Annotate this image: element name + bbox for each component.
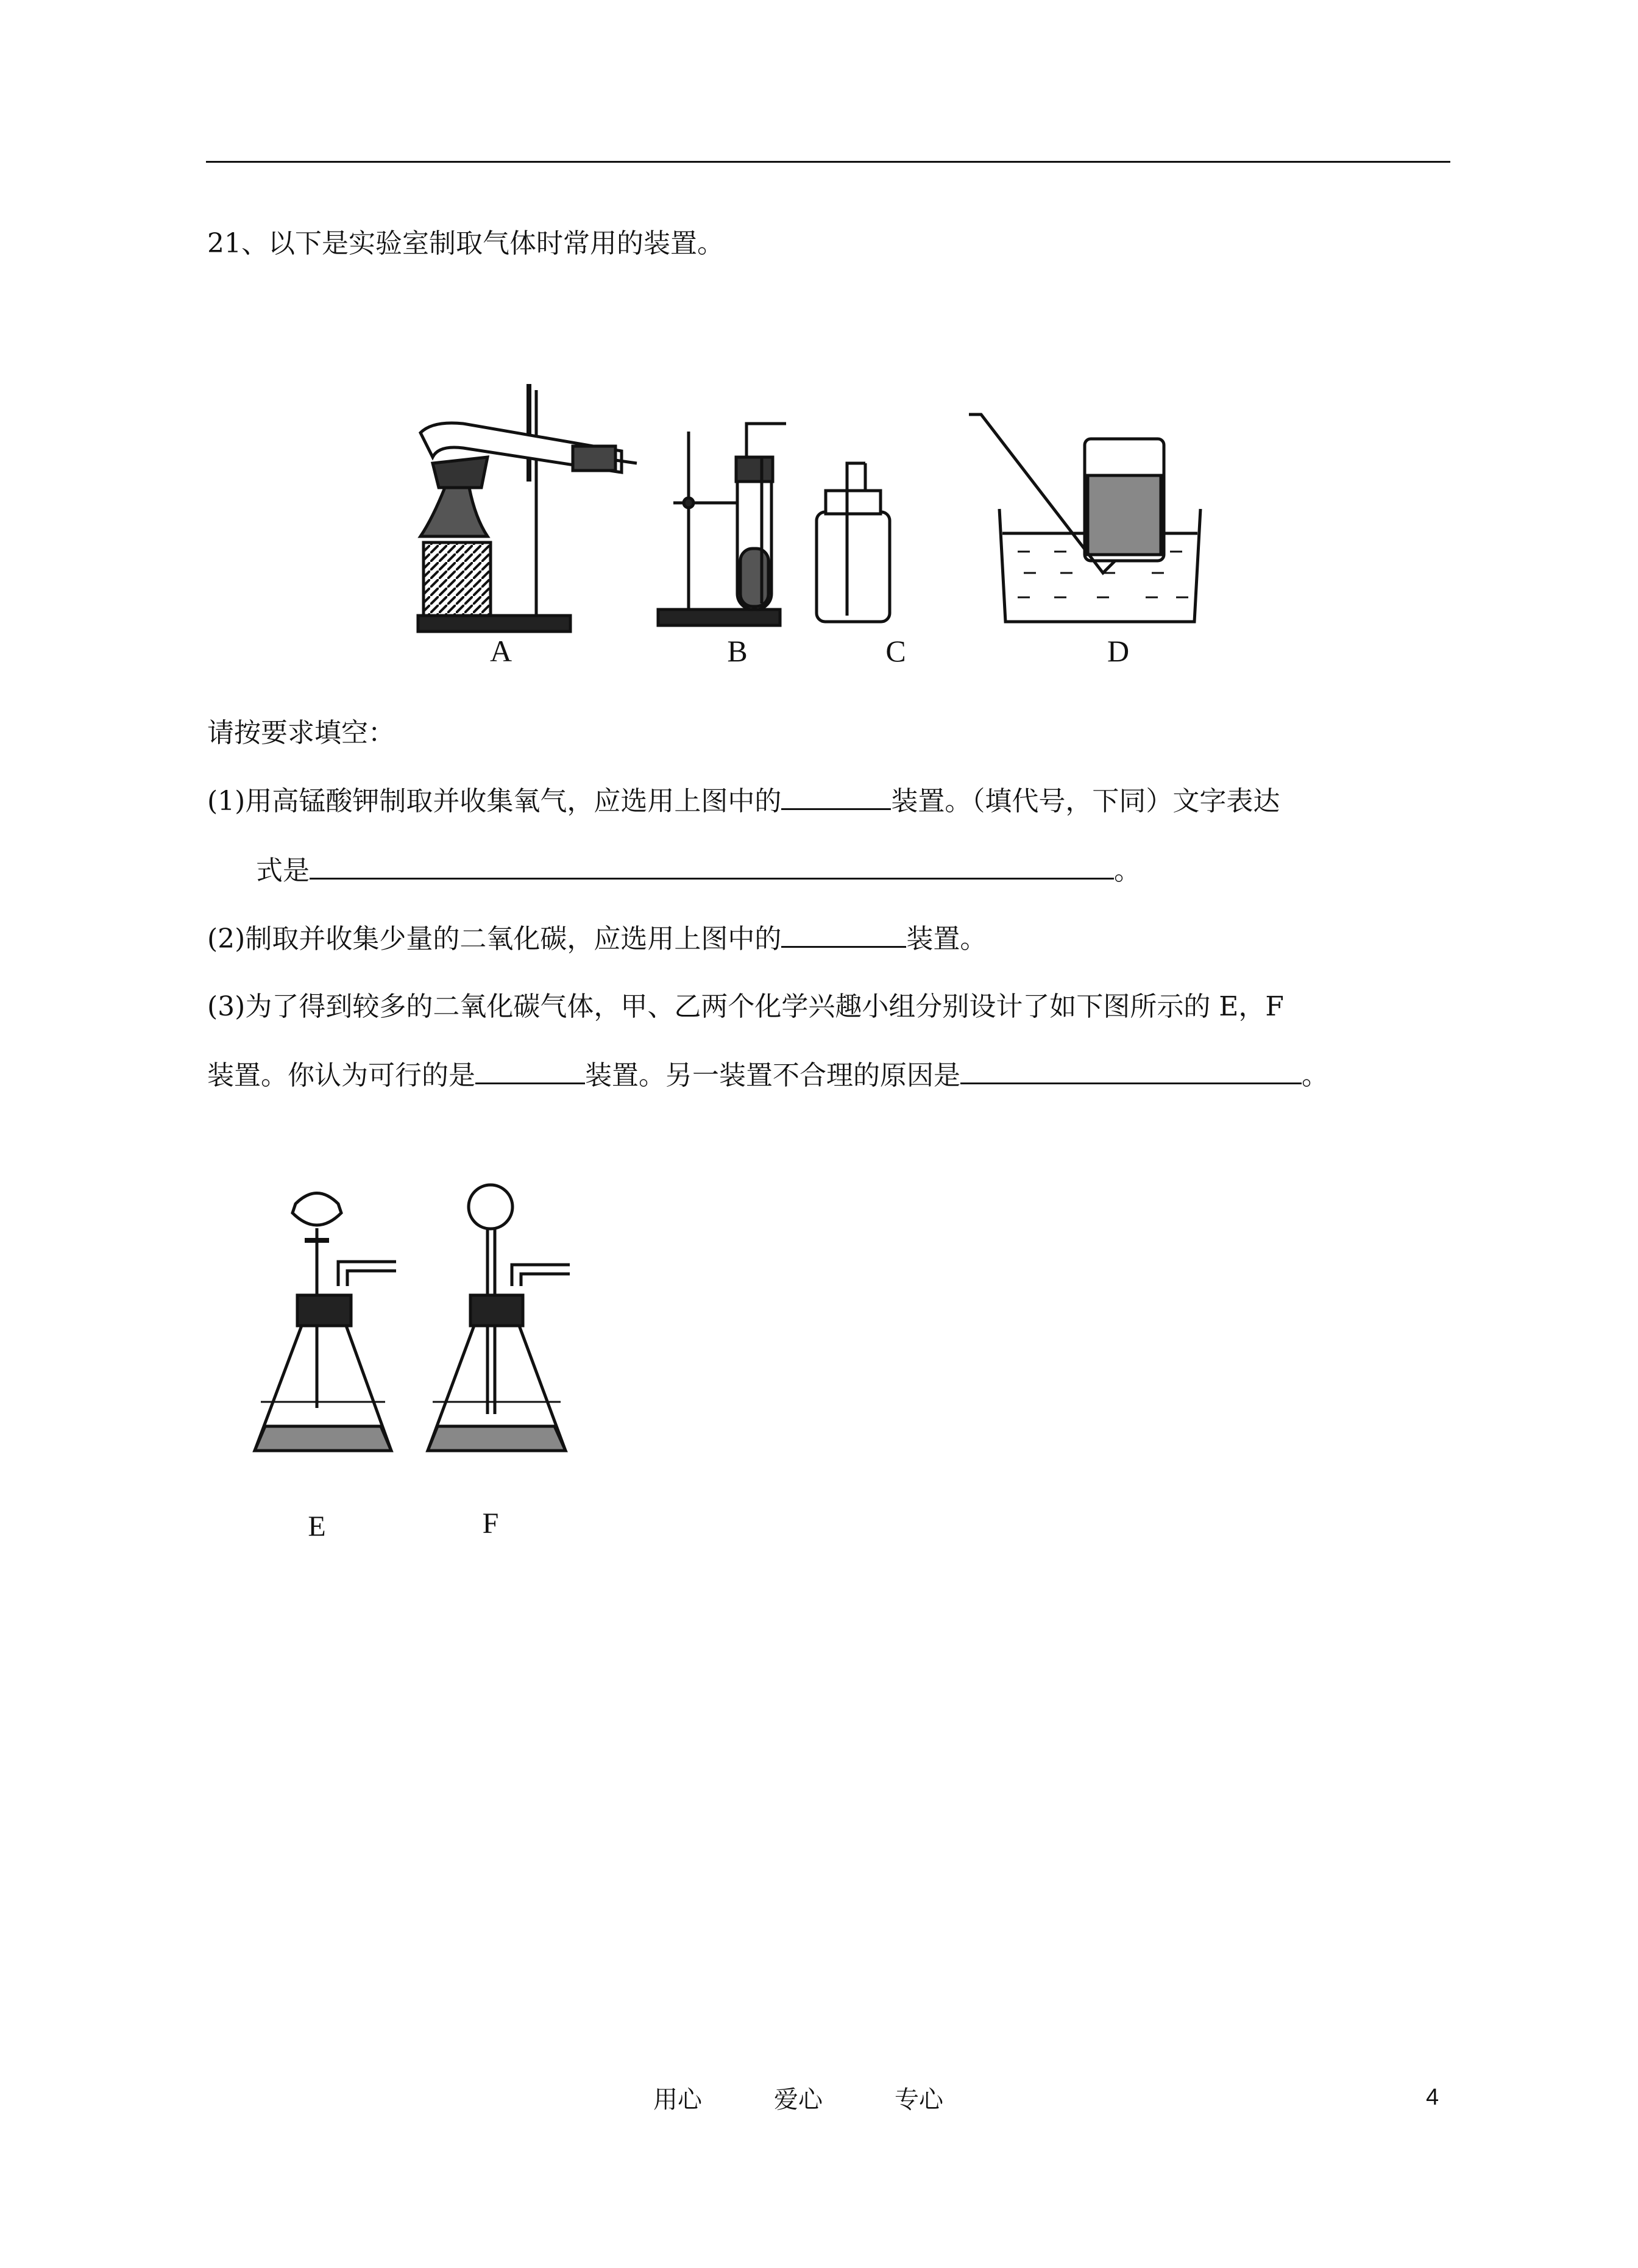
label-d: D: [1107, 634, 1130, 668]
label-c: C: [885, 634, 906, 668]
q3-line1: (3)为了得到较多的二氧化碳气体，甲、乙两个化学兴趣小组分别设计了如下图所示的 E，F: [207, 991, 1284, 1022]
q2-blank-device[interactable]: [781, 922, 906, 948]
apparatus-e: [255, 1193, 396, 1451]
q3-text-a: 装置。你认为可行的是: [207, 1060, 475, 1091]
q1-end: 。: [1114, 855, 1141, 886]
q3-line2: [207, 1058, 1328, 1093]
q1-line2: [256, 853, 1141, 888]
apparatus-f: [428, 1185, 570, 1451]
q1-text-c: 式是: [256, 855, 310, 886]
footer-text-a: 用心: [653, 2086, 702, 2114]
q1-text-b: 装置。（填代号，下同）文字表达: [891, 786, 1280, 817]
apparatus-a: [418, 384, 637, 631]
instruction: 请按要求填空：: [207, 717, 395, 748]
apparatus-figure-abcd: [396, 366, 1225, 670]
footer-text-b: 爱心: [774, 2086, 823, 2114]
q1-blank-expression[interactable]: [310, 853, 1114, 880]
label-f: F: [482, 1507, 499, 1540]
q1-line1: [207, 784, 1280, 819]
label-b: B: [727, 634, 748, 668]
q3-text-b: 装置。另一装置不合理的原因是: [585, 1060, 960, 1091]
header-rule: [206, 161, 1450, 163]
page-number: 4: [1426, 2085, 1439, 2110]
q3-blank-device[interactable]: [475, 1058, 585, 1084]
q1-blank-device[interactable]: [781, 784, 891, 810]
footer-text-c: 专心: [895, 2086, 943, 2114]
q2-text-a: (2)制取并收集少量的二氧化碳，应选用上图中的: [207, 923, 782, 954]
q3-blank-reason[interactable]: [960, 1058, 1302, 1084]
apparatus-b: [658, 424, 786, 625]
q1-text-a: (1)用高锰酸钾制取并收集氧气，应选用上图中的: [207, 786, 782, 817]
apparatus-figure-ef: [244, 1170, 585, 1548]
label-e: E: [308, 1510, 326, 1543]
label-a: A: [489, 634, 512, 668]
q2-line: [207, 922, 987, 956]
q3-end: 。: [1302, 1060, 1328, 1091]
apparatus-d: [969, 414, 1200, 622]
q2-text-b: 装置。: [906, 923, 987, 954]
apparatus-c: [817, 463, 890, 622]
question-title: 21、以下是实验室制取气体时常用的装置。: [207, 228, 724, 259]
